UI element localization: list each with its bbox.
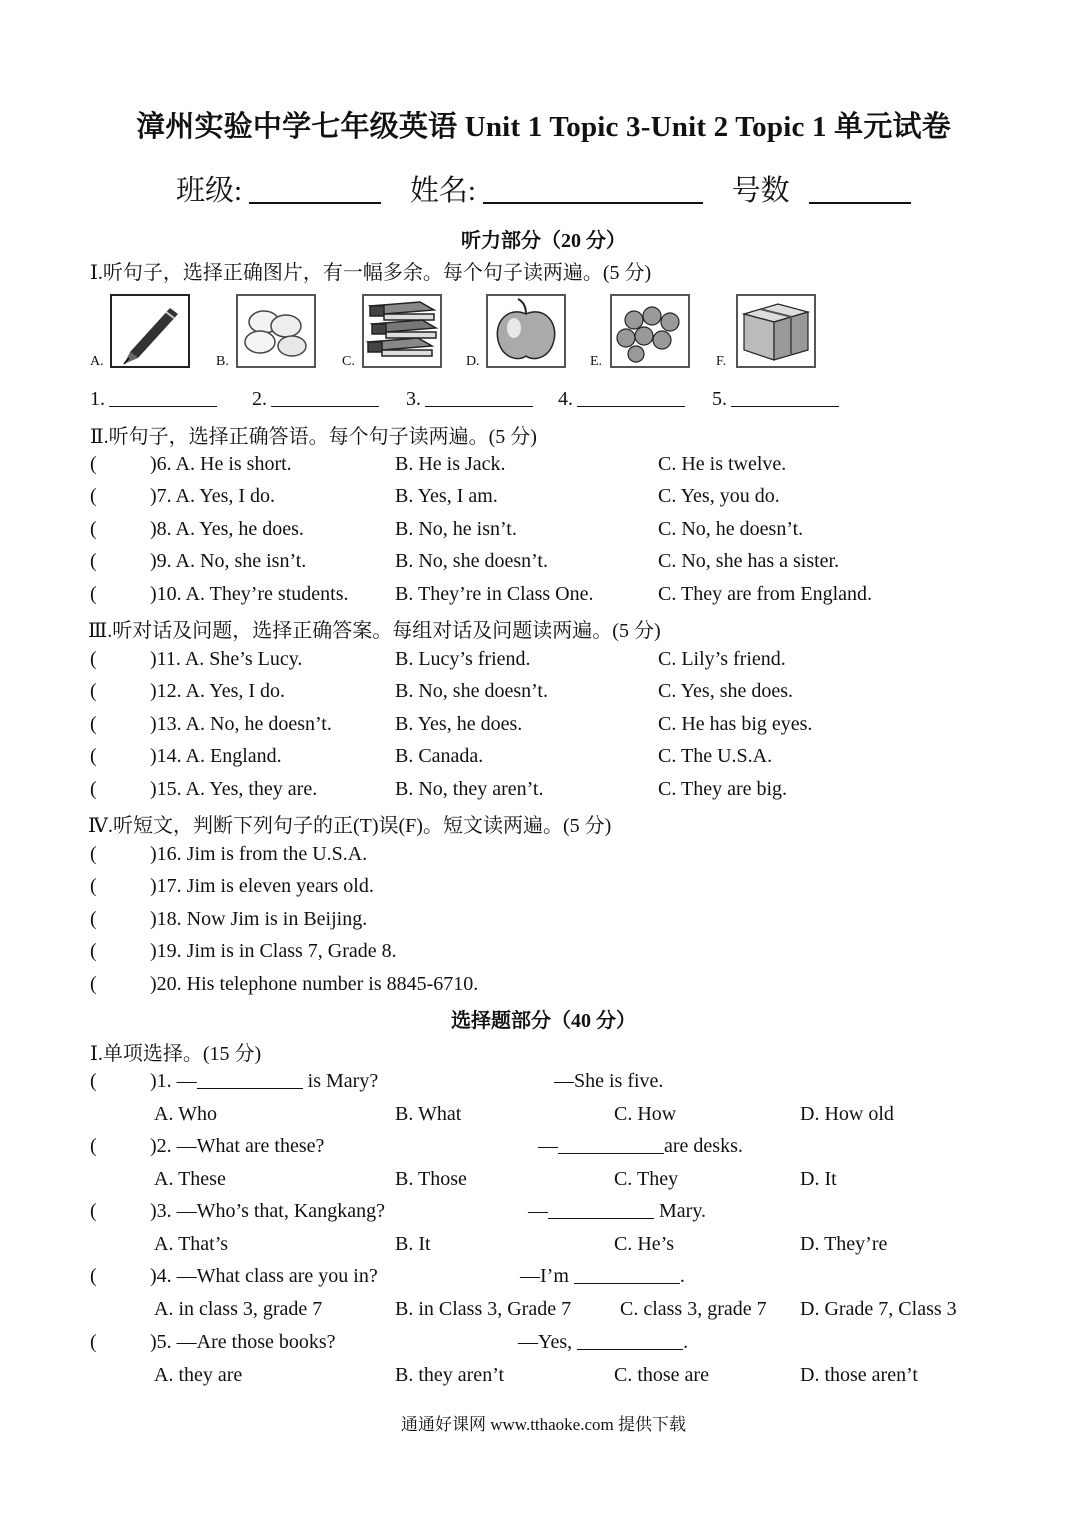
option-c: C. Yes, you do. — [658, 485, 780, 507]
option-d: D. How old — [800, 1103, 894, 1125]
option-c: C. No, he doesn’t. — [658, 518, 804, 540]
option-c: C. They are big. — [658, 778, 788, 800]
choice-question-2: )2. —What are these? — [150, 1135, 325, 1157]
option-b: B. Yes, he does. — [395, 713, 523, 735]
answer-blank[interactable] — [731, 388, 839, 407]
option-c: C. He is twelve. — [658, 453, 787, 475]
question-11: )11. A. She’s Lucy. — [150, 648, 303, 670]
answer-blank[interactable] — [425, 388, 533, 407]
answer-blank[interactable] — [574, 1265, 680, 1284]
choice-question-5: )5. —Are those books? — [150, 1331, 336, 1353]
oranges-icon — [612, 296, 688, 366]
listening-heading: 听力部分（20 分） — [461, 230, 626, 252]
option-a: A. they are — [154, 1364, 243, 1386]
option-a: A. Who — [154, 1103, 217, 1125]
choice-instruction: Ⅰ.单项选择。(15 分) — [90, 1043, 262, 1065]
option-d: D. Grade 7, Class 3 — [800, 1298, 957, 1320]
option-b: B. Lucy’s friend. — [395, 648, 531, 670]
option-b: B. Canada. — [395, 745, 484, 767]
option-d: D. It — [800, 1168, 837, 1190]
option-c: C. No, she has a sister. — [658, 550, 840, 572]
option-c: C. He has big eyes. — [658, 713, 813, 735]
exam-page: 漳州实验中学七年级英语 Unit 1 Topic 3-Unit 2 Topic 1 单元试卷 班级: 姓名: 号数 听力部分（20 分） Ⅰ.听句子，选择正确图片，有一幅多余。每个句子读两遍。(5 分) A. B. C. D. E. F. 1. 2. 3. 4. 5. Ⅱ.听句子，选择正确答语。每个句子读两遍。(5 分) ( )6. A. He is short. B. He is Jack. C. He is twelve. ( )7. A. Yes, I do. B. Yes, I am. C. Yes, you do. ( )8. A. Yes, he does. B. No, he isn’t. C. No, he doesn’t. ( )9. A. No, she isn’t. B. No, she doesn’t. C. No, she has a sister. ( )10. A. They’re students. B. They’re in Class One. C. They are from England. Ⅲ.听对话及问题，选择正确答案。每组对话及问题读两遍。(5 分) ( )11. A. She’s Lucy. B. Lucy’s friend. C. Lily’s friend. ( )12. A. Yes, I do. B. No, she doesn’t. C. Yes, she does. ( )13. A. No, he doesn’t. B. Yes, he does. C. He has big eyes. ( )14. A. England. B. Canada. C. The U.S.A. ( )15. A. Yes, they are. B. No, they aren’t. C. They are big. Ⅳ.听短文，判断下列句子的正(T)误(F)。短文读两遍。(5 分) ( )16. Jim is from the U.S.A. ( )17. Jim is eleven years old. ( )18. Now Jim is in Beijing. ( )19. Jim is in Class 7, Grade 8. ( )20. His telephone number is 8845-6710. 选择题部分（40 分） Ⅰ.单项选择。(15 分) ( )1. — is Mary? —She is five. A. Who B. What C. How D. How old ( )2. —What are these? — are desks. A. These B. Those C. They D. It ( )3. —Who’s that, Kangkang? — Mary. A. That’s B. It C. He’s D. They’re ( )4. —What class are you in? —I’m . A. in class 3, grade 7 B. in Class 3, Grade 7 C. class 3, grade 7 D. Grade 7, Class 3 ( )5. —Are those books? —Yes, . A. they are B. they aren’t C. those are D. those aren’t 通通好课网 www.tthaoke.com 提供下载 — [0, 0, 1087, 1536]
question-10: )10. A. They’re students. — [150, 583, 349, 605]
box-icon — [738, 296, 814, 366]
option-c: C. They — [614, 1168, 679, 1190]
answer-blank[interactable] — [197, 1070, 303, 1089]
question-18: )18. Now Jim is in Beijing. — [150, 908, 368, 930]
question-14: )14. A. England. — [150, 745, 282, 767]
choice-reply-2: — are desks. — [538, 1135, 743, 1157]
question-9: )9. A. No, she isn’t. — [150, 550, 307, 572]
option-b: B. Those — [395, 1168, 467, 1190]
option-b: B. He is Jack. — [395, 453, 506, 475]
part4-instruction: Ⅳ.听短文，判断下列句子的正(T)误(F)。短文读两遍。(5 分) — [88, 815, 612, 837]
exam-title: 漳州实验中学七年级英语 Unit 1 Topic 3-Unit 2 Topic 1 单元试卷 — [136, 111, 951, 143]
number-label: 号数 — [731, 175, 790, 207]
option-b: B. No, they aren’t. — [395, 778, 544, 800]
option-b: B. in Class 3, Grade 7 — [395, 1298, 572, 1320]
choice-reply-4: —I’m . — [520, 1265, 685, 1287]
question-6: )6. A. He is short. — [150, 453, 292, 475]
class-label: 班级: — [176, 175, 243, 207]
question-12: )12. A. Yes, I do. — [150, 680, 286, 702]
option-a: A. in class 3, grade 7 — [154, 1298, 323, 1320]
answer-blank[interactable] — [271, 388, 379, 407]
number-field[interactable] — [809, 174, 911, 204]
option-c: C. Yes, she does. — [658, 680, 794, 702]
question-20: )20. His telephone number is 8845-6710. — [150, 973, 479, 995]
option-c: C. The U.S.A. — [658, 745, 773, 767]
part3-instruction: Ⅲ.听对话及问题，选择正确答案。每组对话及问题读两遍。(5 分) — [88, 620, 661, 642]
name-field[interactable] — [483, 174, 703, 204]
option-b: B. Yes, I am. — [395, 485, 498, 507]
option-b: B. No, she doesn’t. — [395, 680, 548, 702]
question-8: )8. A. Yes, he does. — [150, 518, 304, 540]
footer-source: 通通好课网 www.tthaoke.com 提供下载 — [400, 1415, 687, 1434]
option-b: B. What — [395, 1103, 462, 1125]
answer-blank[interactable] — [548, 1200, 654, 1219]
option-d: D. They’re — [800, 1233, 888, 1255]
apple-icon — [488, 296, 564, 366]
option-c: C. How — [614, 1103, 677, 1125]
question-15: )15. A. Yes, they are. — [150, 778, 318, 800]
choice-reply-5: —Yes, . — [518, 1331, 689, 1353]
choice-question-1: )1. — is Mary? — [150, 1070, 379, 1092]
option-d: D. those aren’t — [800, 1364, 918, 1386]
option-c: C. They are from England. — [658, 583, 873, 605]
option-b: B. they aren’t — [395, 1364, 505, 1386]
pen-icon — [112, 296, 188, 366]
option-a: A. These — [154, 1168, 226, 1190]
option-b: B. No, she doesn’t. — [395, 550, 548, 572]
class-field[interactable] — [249, 174, 381, 204]
answer-blank[interactable] — [558, 1135, 664, 1154]
option-a: A. That’s — [154, 1233, 229, 1255]
answer-blank[interactable] — [577, 388, 685, 407]
books-icon — [364, 296, 440, 366]
picture-options: A. B. C. D. E. F. — [90, 292, 990, 372]
question-19: )19. Jim is in Class 7, Grade 8. — [150, 940, 397, 962]
option-b: B. No, he isn’t. — [395, 518, 517, 540]
option-b: B. It — [395, 1233, 431, 1255]
choice-heading: 选择题部分（40 分） — [451, 1010, 636, 1032]
name-label: 姓名: — [409, 175, 476, 207]
answer-blank[interactable] — [109, 388, 217, 407]
answer-blank[interactable] — [577, 1331, 683, 1350]
choice-question-4: )4. —What class are you in? — [150, 1265, 378, 1287]
question-13: )13. A. No, he doesn’t. — [150, 713, 332, 735]
option-c: C. class 3, grade 7 — [620, 1298, 767, 1320]
choice-reply-3: — Mary. — [528, 1200, 707, 1222]
question-16: )16. Jim is from the U.S.A. — [150, 843, 368, 865]
question-17: )17. Jim is eleven years old. — [150, 875, 374, 897]
choice-reply-1: —She is five. — [554, 1070, 664, 1092]
option-b: B. They’re in Class One. — [395, 583, 594, 605]
part1-instruction: Ⅰ.听句子，选择正确图片，有一幅多余。每个句子读两遍。(5 分) — [90, 262, 652, 284]
part2-instruction: Ⅱ.听句子，选择正确答语。每个句子读两遍。(5 分) — [90, 426, 537, 448]
option-c: C. He’s — [614, 1233, 674, 1255]
student-info — [0, 168, 1087, 209]
choice-question-3: )3. —Who’s that, Kangkang? — [150, 1200, 385, 1222]
question-7: )7. A. Yes, I do. — [150, 485, 276, 507]
option-c: C. Lily’s friend. — [658, 648, 786, 670]
eggs-icon — [238, 296, 314, 366]
option-c: C. those are — [614, 1364, 709, 1386]
